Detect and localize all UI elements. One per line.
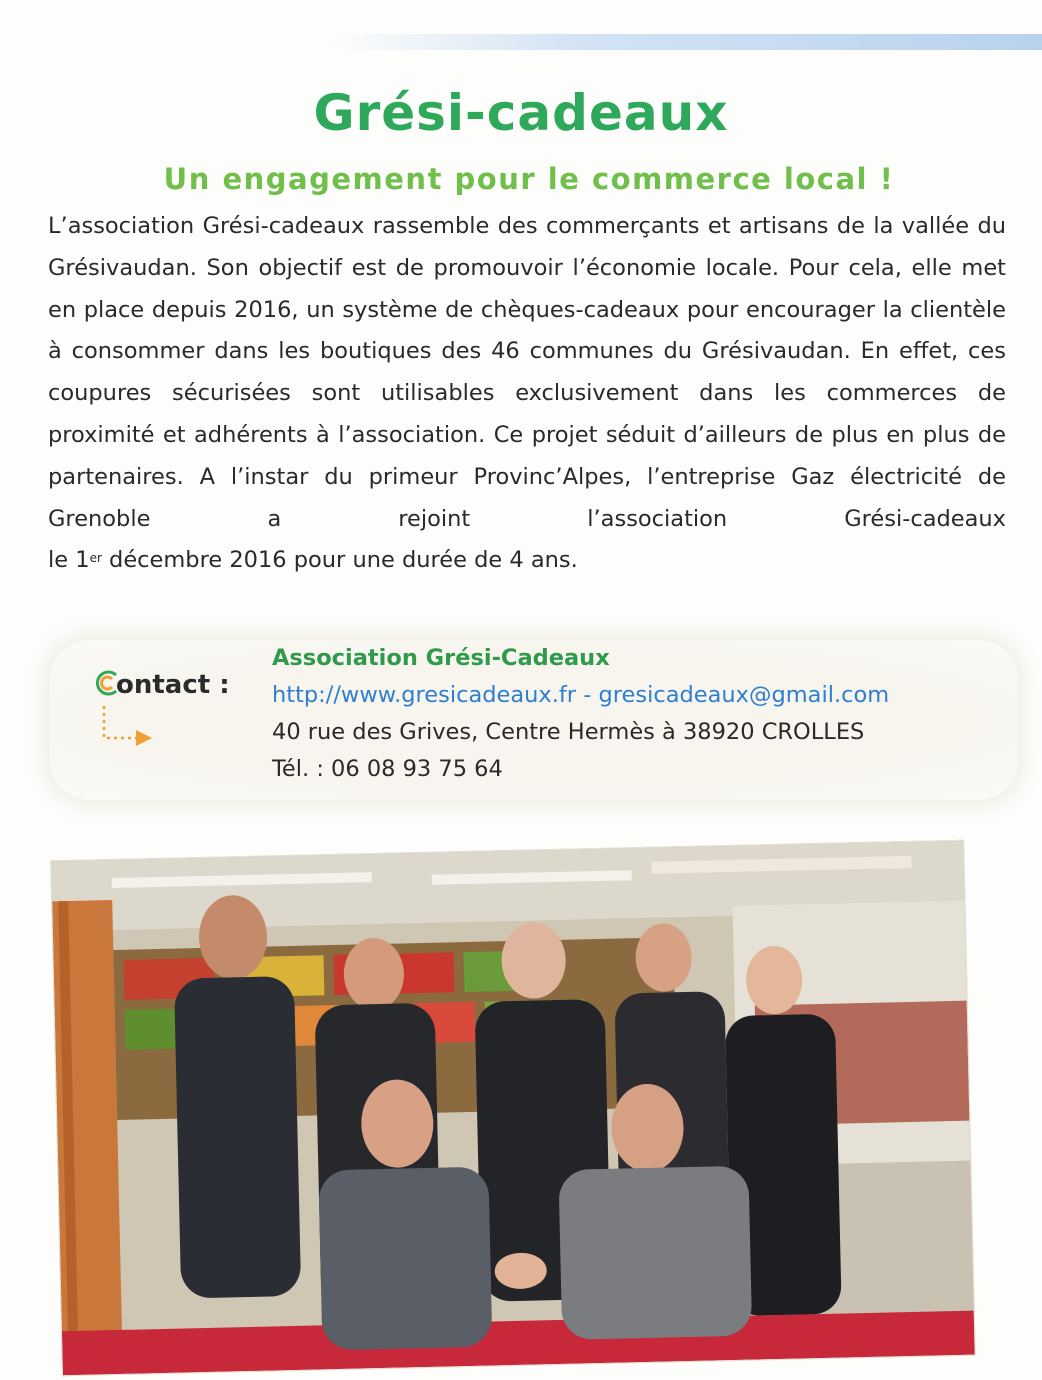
page-subtitle: Un engagement pour le commerce local ! bbox=[163, 162, 895, 196]
dotted-arrow-icon bbox=[98, 704, 158, 750]
website-link[interactable]: http://www.gresicadeaux.fr bbox=[272, 682, 577, 708]
paragraph-last-prefix: le 1 bbox=[48, 547, 90, 574]
link-separator: - bbox=[576, 682, 599, 708]
green-orange-c-icon bbox=[92, 668, 122, 698]
email-link[interactable]: gresicadeaux@gmail.com bbox=[598, 682, 890, 708]
contact-organization: Association Grési-Cadeaux bbox=[272, 645, 610, 671]
store-group-photo-illustration bbox=[51, 841, 974, 1376]
contact-address: 40 rue des Grives, Centre Hermès à 38920 CROLLES bbox=[272, 719, 865, 745]
contact-phone: Tél. : 06 08 93 75 64 bbox=[272, 756, 503, 782]
contact-web-line bbox=[272, 677, 889, 714]
ordinal-superscript: er bbox=[89, 551, 102, 566]
page-title: Grési-cadeaux bbox=[313, 84, 729, 142]
paragraph-last-line bbox=[48, 540, 1006, 582]
article-paragraph bbox=[48, 206, 1006, 582]
paragraph-last-suffix: décembre 2016 pour une durée de 4 ans. bbox=[101, 547, 578, 574]
top-decorative-band bbox=[330, 34, 1042, 50]
contact-label-text: ontact : bbox=[116, 670, 230, 700]
contact-heading bbox=[92, 670, 230, 701]
contact-details bbox=[272, 640, 889, 788]
group-photo bbox=[50, 840, 975, 1377]
paragraph-main-text: L’association Grési-cadeaux rassemble des commerçants et artisans de la vallée du Grésivaudan. Son objectif est de promouvoir l’économie locale. Pour cela, elle met en place depuis 2016, un système de chèques-cadeaux pour encourager la clientèle à consommer dans les boutiques des 46 communes du Grésivaudan. En effet, ces coupures sécurisées sont utilisables exclusivement dans les commerces de proximité et adhérents à l’association. Ce projet séduit d’ailleurs de plus en plus de partenaires. A l’instar du primeur Provinc’Alpes, l’entreprise Gaz électricité de Grenoble a rejoint l’association Grési-cadeaux bbox=[48, 213, 1006, 532]
